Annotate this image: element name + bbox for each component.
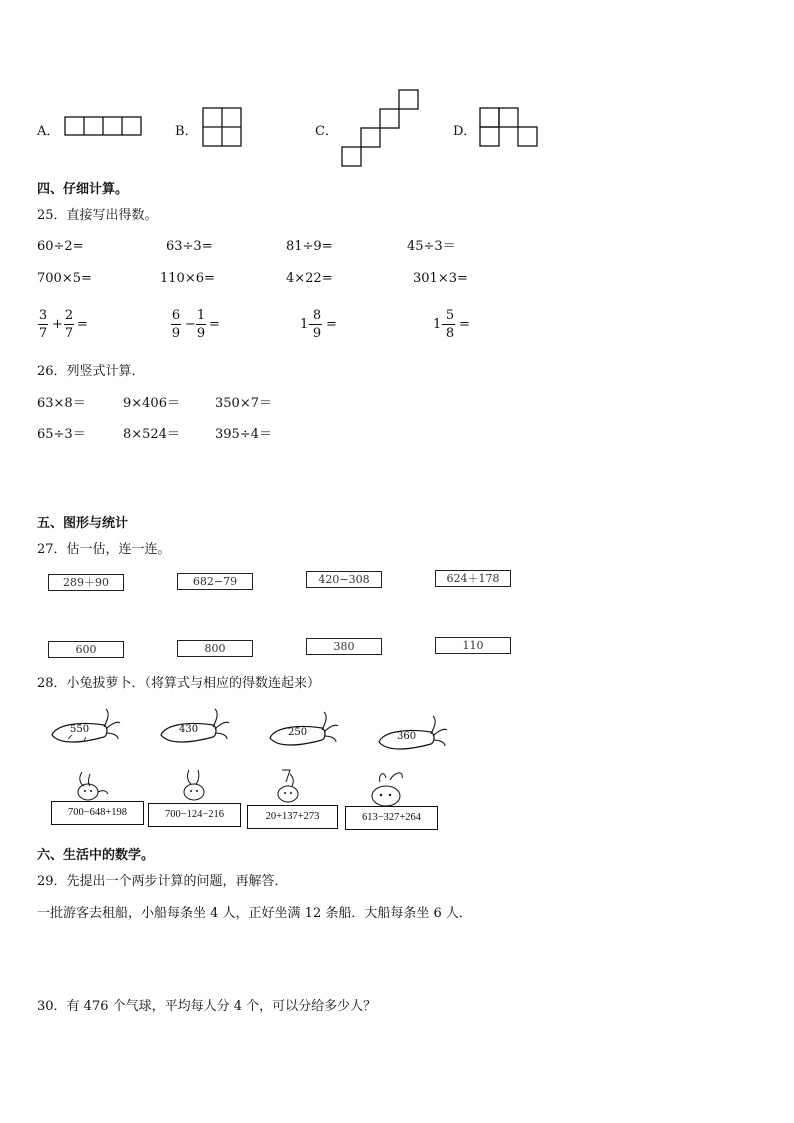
equals: =	[326, 317, 337, 332]
answer-box[interactable]: 600	[48, 641, 124, 658]
rabbit-expression[interactable]: 613−327+264	[345, 806, 438, 830]
rabbit-expression[interactable]: 20+137+273	[247, 805, 338, 829]
option-b-label: B．	[175, 124, 198, 139]
q25-r2-c1: 700×5=	[37, 271, 92, 286]
carrot[interactable]	[157, 705, 231, 751]
numerator: 2	[64, 308, 74, 323]
q26-r2-c2: 8×524＝	[123, 427, 180, 442]
numerator: 3	[38, 308, 48, 323]
q29-title: 29．先提出一个两步计算的问题，再解答．	[37, 874, 288, 889]
fraction	[196, 308, 206, 341]
q26-r1-c3: 350×7＝	[215, 396, 272, 411]
numerator: 8	[312, 308, 322, 323]
q25-r1-c2: 63÷3=	[166, 239, 213, 254]
denominator: 9	[196, 326, 206, 341]
q29-text: 一批游客去租船，小船每条坐 4 人，正好坐满 12 条船．大船每条坐 6 人．	[37, 906, 472, 921]
rabbit-expression[interactable]: 700−648+198	[51, 801, 144, 825]
carrot-value: 250	[288, 727, 308, 738]
staircase-shape	[342, 90, 422, 170]
carrot[interactable]	[375, 712, 449, 758]
expression-box[interactable]: 682−79	[177, 573, 253, 590]
numerator: 6	[171, 308, 181, 323]
operator: +	[52, 317, 63, 332]
rabbit-icon	[366, 768, 412, 808]
two-by-two-shape	[203, 108, 243, 148]
denominator: 9	[171, 326, 181, 341]
numerator: 5	[445, 308, 455, 323]
carrot-value: 550	[70, 724, 90, 735]
q26-r1-c1: 63×8＝	[37, 396, 86, 411]
denominator: 8	[445, 326, 455, 341]
operator: −	[185, 317, 196, 332]
q25-r1-c1: 60÷2=	[37, 239, 84, 254]
answer-box[interactable]: 380	[306, 638, 382, 655]
q25-r1-c3: 81÷9=	[286, 239, 333, 254]
rabbit-icon	[274, 768, 304, 804]
fraction	[38, 308, 48, 341]
section5-title: 五、图形与统计	[37, 516, 129, 531]
expression-box[interactable]: 624＋178	[435, 570, 511, 587]
prefix: 1-	[433, 317, 446, 332]
expression-box[interactable]: 420−308	[306, 571, 382, 588]
option-d-label: D．	[453, 124, 477, 139]
answer-box[interactable]: 110	[435, 637, 511, 654]
rabbit-icon	[72, 770, 112, 802]
carrot[interactable]	[48, 705, 122, 751]
equals: =	[209, 317, 220, 332]
fraction	[171, 308, 181, 341]
carrot[interactable]	[266, 708, 340, 754]
equals: =	[459, 317, 470, 332]
equals: =	[77, 317, 88, 332]
rabbit-expression[interactable]: 700−124−216	[148, 803, 241, 827]
numerator: 1	[196, 308, 206, 323]
fraction	[445, 308, 455, 341]
fraction	[64, 308, 74, 341]
section4-title: 四、仔细计算。	[37, 182, 129, 197]
fraction	[312, 308, 322, 341]
carrot-value: 360	[397, 731, 417, 742]
rabbit-icon	[178, 768, 210, 802]
q26-r2-c3: 395÷4＝	[215, 427, 272, 442]
option-c-label: C．	[315, 124, 338, 139]
expression-box[interactable]: 289＋90	[48, 574, 124, 591]
q26-r1-c2: 9×406＝	[123, 396, 180, 411]
q25-r2-c2: 110×6=	[160, 271, 215, 286]
denominator: 7	[64, 326, 74, 341]
denominator: 9	[312, 326, 322, 341]
q25-r2-c4: 301×3=	[413, 271, 468, 286]
section6-title: 六、生活中的数学。	[37, 848, 155, 863]
option-a-label: A．	[37, 124, 60, 139]
q25-r2-c3: 4×22=	[286, 271, 333, 286]
prefix: 1-	[300, 317, 313, 332]
row-of-four-shape	[65, 117, 143, 137]
denominator: 7	[38, 326, 48, 341]
carrot-value: 430	[179, 724, 199, 735]
answer-box[interactable]: 800	[177, 640, 253, 657]
q26-title: 26．列竖式计算．	[37, 364, 145, 379]
q25-title: 25．直接写出得数。	[37, 208, 158, 223]
q27-title: 27．估一估，连一连。	[37, 542, 171, 557]
q26-r2-c1: 65÷3＝	[37, 427, 86, 442]
q30-text: 30．有 476 个气球，平均每人分 4 个，可以分给多少人？	[37, 999, 377, 1014]
q28-title: 28．小兔拔萝卜．（将算式与相应的得数连起来）	[37, 676, 321, 691]
step-shape	[480, 108, 542, 148]
q25-r1-c4: 45÷3＝	[407, 239, 456, 254]
